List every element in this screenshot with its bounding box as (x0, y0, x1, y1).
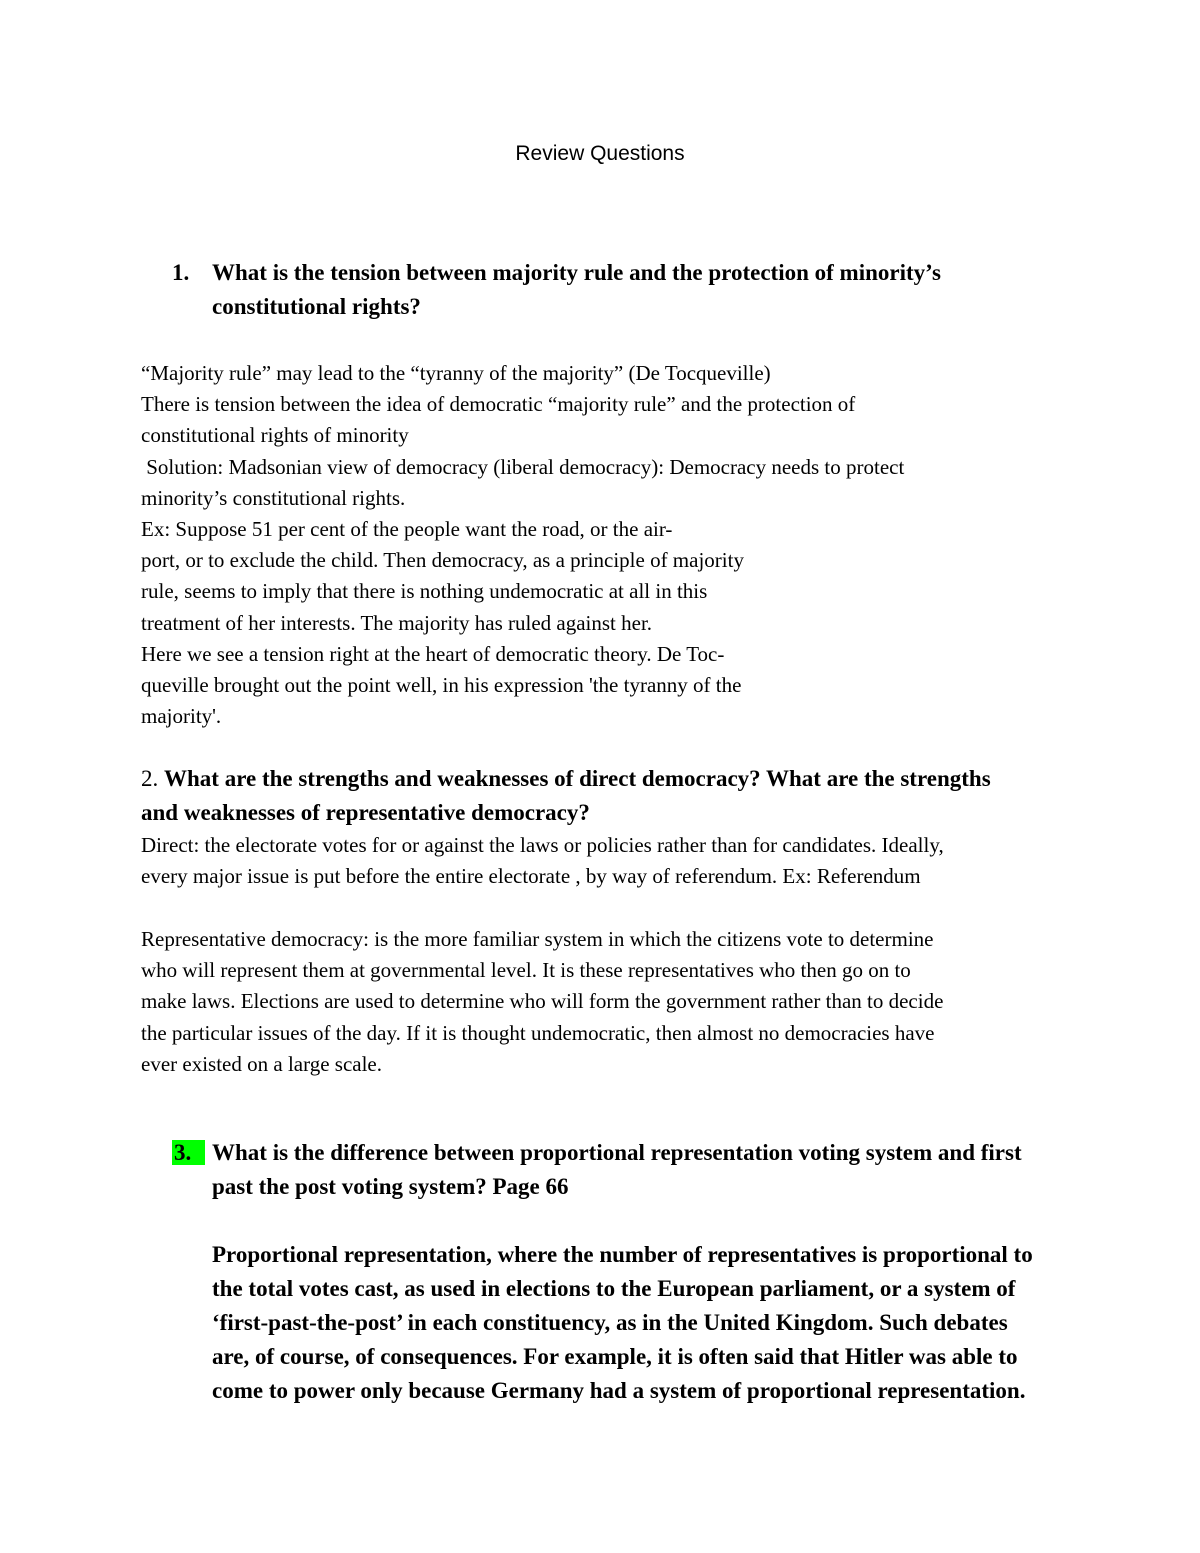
answer-2-representative-line: ever existed on a large scale. (141, 1051, 382, 1076)
answer-3 (212, 1238, 1092, 1408)
question-3-text-line-2: past the post voting system? Page 66 (212, 1174, 569, 1199)
answer-1-line: constitutional rights of minority (141, 423, 409, 448)
answer-1-line: queville brought out the point well, in his expression 'the tyranny of the (141, 673, 742, 698)
question-2-number: 2. (141, 766, 159, 791)
question-2-text-line-2: and weaknesses of representative democracy? (141, 800, 590, 825)
question-3-number-highlight: 3. (172, 1140, 205, 1165)
answer-2-representative-line: make laws. Elections are used to determine who will form the government rather than to decide (141, 989, 944, 1014)
answer-3-line: come to power only because Germany had a system of proportional representation. (212, 1378, 1026, 1403)
question-2 (141, 762, 1061, 830)
answer-3-line: ‘first-past-the-post’ in each constituency, as in the United Kingdom. Such debates (212, 1310, 1008, 1335)
answer-3-line: the total votes cast, as used in elections to the European parliament, or a system of (212, 1276, 1016, 1301)
answer-1-line: Solution: Madsonian view of democracy (liberal democracy): Democracy needs to protect (141, 454, 905, 479)
answer-1-line: There is tension between the idea of democratic “majority rule” and the protection of (141, 392, 856, 417)
question-3-text-line-1: What is the difference between proportional representation voting system and first (212, 1140, 1022, 1165)
answer-2-representative-line: Representative democracy: is the more familiar system in which the citizens vote to determine (141, 927, 934, 951)
answer-1-line: Ex: Suppose 51 per cent of the people want the road, or the air- (141, 517, 673, 542)
answer-1-line: majority'. (141, 704, 222, 729)
document-title: Review Questions (515, 142, 685, 165)
answer-3-line: Proportional representation, where the number of representatives is proportional to (212, 1242, 1033, 1267)
answer-3-line: are, of course, of consequences. For example, it is often said that Hitler was able to (212, 1344, 1018, 1369)
question-1-text: What is the tension between majority rule and the protection of minority’s constitutional rights? (212, 260, 941, 319)
answer-1 (141, 358, 1061, 732)
question-1 (172, 256, 1072, 324)
answer-2-representative (141, 924, 1061, 1080)
answer-1-line: “Majority rule” may lead to the “tyranny of the majority” (De Tocqueville) (141, 361, 771, 385)
answer-1-line: treatment of her interests. The majority has ruled against her. (141, 610, 653, 635)
question-3 (172, 1136, 1072, 1204)
answer-1-line: minority’s constitutional rights. (141, 485, 406, 510)
question-1-number: 1. (172, 260, 190, 285)
answer-2-representative-line: who will represent them at governmental level. It is these representatives who then go on to (141, 958, 911, 983)
answer-2-direct-line: every major issue is put before the entire electorate , by way of referendum. Ex: Referendum (141, 864, 921, 889)
question-2-text-line-1: What are the strengths and weaknesses of direct democracy? What are the strengths (164, 766, 991, 791)
answer-2-direct-line: Direct: the electorate votes for or against the laws or policies rather than for candidates. Ideally, (141, 833, 944, 857)
answer-2-representative-line: the particular issues of the day. If it is thought undemocratic, then almost no democracies have (141, 1020, 935, 1045)
answer-1-line: Here we see a tension right at the heart of democratic theory. De Toc- (141, 641, 725, 666)
answer-2-direct (141, 830, 1061, 892)
answer-1-line: rule, seems to imply that there is nothing undemocratic at all in this (141, 579, 708, 604)
answer-1-line: port, or to exclude the child. Then democracy, as a principle of majority (141, 548, 744, 573)
